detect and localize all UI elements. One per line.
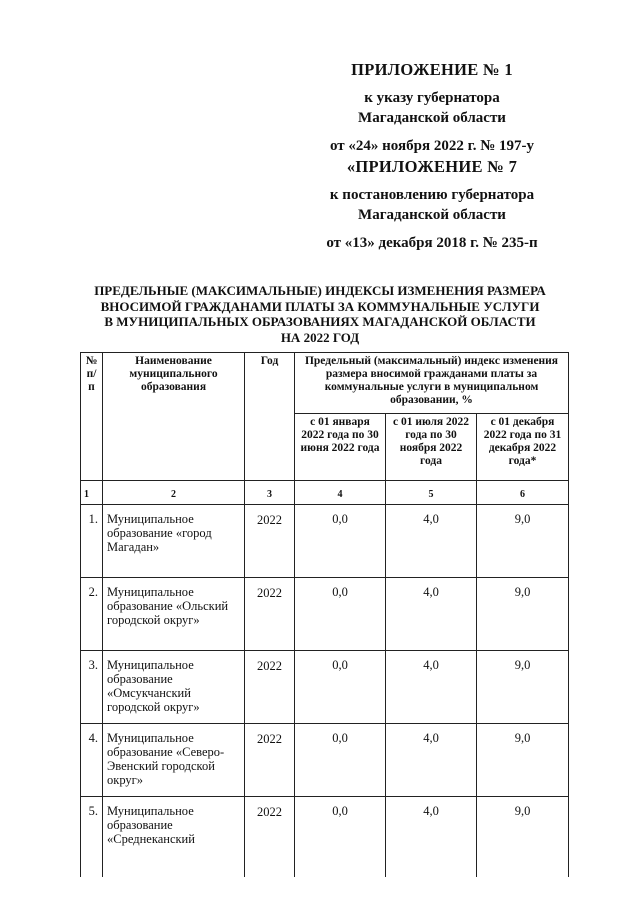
- municipality-name: Муниципальное образование «Северо-Эвенский городской округ»: [103, 724, 245, 797]
- document-title-line-4: НА 2022 ГОД: [280, 329, 360, 345]
- column-number: 2: [103, 481, 245, 505]
- header-period-1: с 01 января 2022 года по 30 июня 2022 года: [295, 414, 386, 481]
- appendix-1-line-1: к указу губернатора: [364, 90, 500, 106]
- document-title-line-1: ПРЕДЕЛЬНЫЕ (МАКСИМАЛЬНЫЕ) ИНДЕКСЫ ИЗМЕНЕНИЯ РАЗМЕРА: [94, 283, 546, 298]
- row-number: 5.: [81, 797, 103, 878]
- municipality-name: Муниципальное образование «город Магадан»: [103, 505, 245, 578]
- row-year: 2022: [245, 578, 295, 651]
- document-title-line-2: ВНОСИМОЙ ГРАЖДАНАМИ ПЛАТЫ ЗА КОММУНАЛЬНЫЕ УСЛУГИ: [100, 298, 540, 314]
- indices-table: [80, 352, 569, 877]
- column-number: 6: [477, 481, 569, 505]
- appendix-1-date-number: от «24» ноября 2022 г. № 197-у: [329, 138, 535, 154]
- column-number: 3: [245, 481, 295, 505]
- appendix-7-date-number: от «13» декабря 2018 г. № 235-п: [326, 235, 538, 251]
- header-period-2: с 01 июля 2022 года по 30 ноября 2022 года: [386, 414, 477, 481]
- index-period-2: 4,0: [386, 797, 477, 878]
- row-number: 2.: [81, 578, 103, 651]
- table-row: [81, 797, 569, 878]
- municipality-name: Муниципальное образование «Омсукчанский городской округ»: [103, 651, 245, 724]
- document-title-line-3: В МУНИЦИПАЛЬНЫХ ОБРАЗОВАНИЯХ МАГАДАНСКОЙ ОБЛАСТИ: [104, 314, 536, 329]
- row-year: 2022: [245, 505, 295, 578]
- table-row: [81, 651, 569, 724]
- document-title: [80, 283, 560, 345]
- row-year: 2022: [245, 651, 295, 724]
- table-row: [81, 578, 569, 651]
- column-number: 1: [81, 481, 103, 505]
- row-number: 3.: [81, 651, 103, 724]
- appendix-1-line-2: Магаданской области: [358, 110, 506, 126]
- column-number: 5: [386, 481, 477, 505]
- row-year: 2022: [245, 724, 295, 797]
- table-row: [81, 724, 569, 797]
- index-period-2: 4,0: [386, 651, 477, 724]
- index-period-3: 9,0: [477, 505, 569, 578]
- appendix-7-header: [302, 157, 562, 253]
- index-period-1: 0,0: [295, 651, 386, 724]
- row-year: 2022: [245, 797, 295, 878]
- appendix-1-title: ПРИЛОЖЕНИЕ № 1: [351, 60, 513, 79]
- header-index-group: Предельный (максимальный) индекс изменения размера вносимой гражданами платы за коммунальные услуги в муниципальном образовании, %: [295, 353, 569, 414]
- appendix-7-title: «ПРИЛОЖЕНИЕ № 7: [346, 157, 518, 176]
- index-period-1: 0,0: [295, 578, 386, 651]
- index-period-3: 9,0: [477, 797, 569, 878]
- header-period-3: с 01 декабря 2022 года по 31 декабря 2022 года*: [477, 414, 569, 481]
- header-municipality: Наименование муниципального образования: [103, 353, 245, 481]
- index-period-2: 4,0: [386, 578, 477, 651]
- table-row: [81, 505, 569, 578]
- index-period-3: 9,0: [477, 724, 569, 797]
- index-period-2: 4,0: [386, 724, 477, 797]
- appendix-1-header: [302, 60, 562, 156]
- index-period-3: 9,0: [477, 651, 569, 724]
- index-period-1: 0,0: [295, 505, 386, 578]
- municipality-name: Муниципальное образование «Среднеканский: [103, 797, 245, 878]
- index-period-2: 4,0: [386, 505, 477, 578]
- header-year: Год: [245, 353, 295, 481]
- column-number: 4: [295, 481, 386, 505]
- index-period-3: 9,0: [477, 578, 569, 651]
- column-number-row: [81, 481, 569, 505]
- municipality-name: Муниципальное образование «Ольский городской округ»: [103, 578, 245, 651]
- index-period-1: 0,0: [295, 724, 386, 797]
- header-number: № п/п: [81, 353, 103, 481]
- index-period-1: 0,0: [295, 797, 386, 878]
- row-number: 4.: [81, 724, 103, 797]
- appendix-7-line-1: к постановлению губернатора: [329, 187, 535, 203]
- appendix-7-line-2: Магаданской области: [358, 207, 506, 223]
- row-number: 1.: [81, 505, 103, 578]
